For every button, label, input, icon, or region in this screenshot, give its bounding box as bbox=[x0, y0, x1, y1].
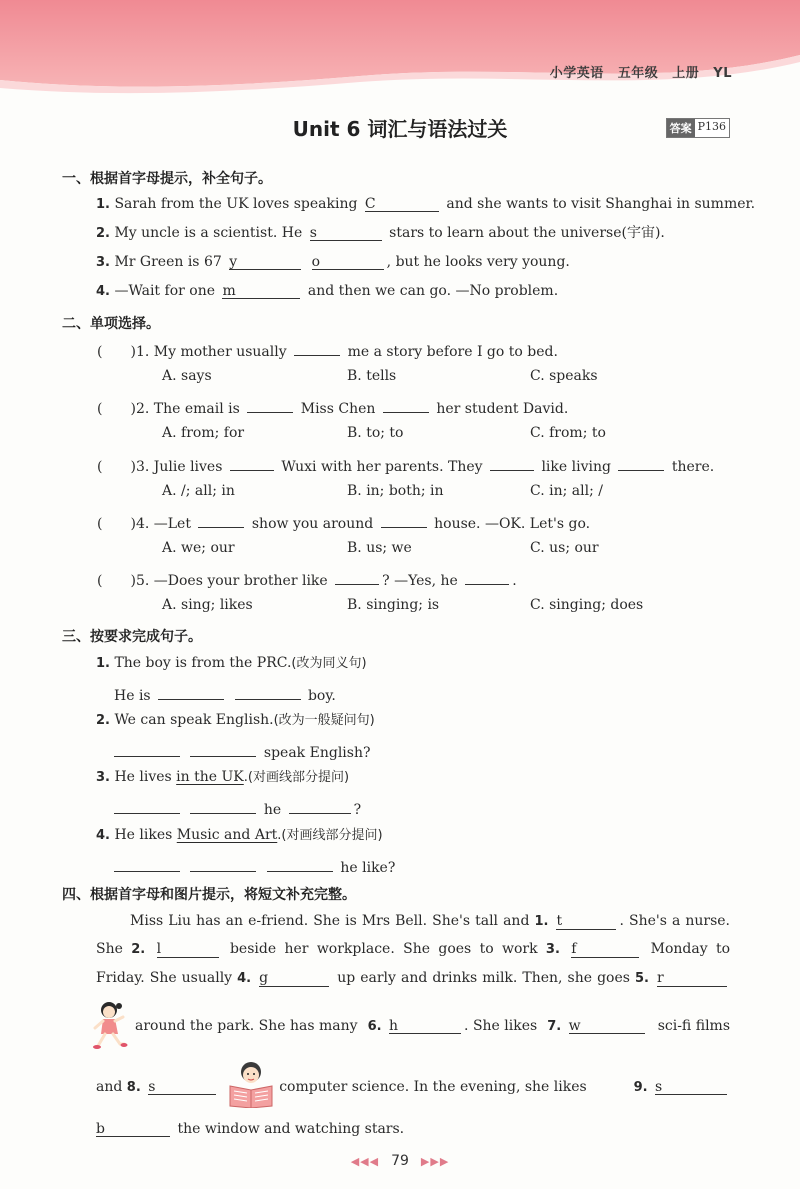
answer-paren[interactable]: ( ) bbox=[97, 516, 136, 532]
subject-label: 小学英语 bbox=[549, 66, 604, 81]
item-number: 2. bbox=[135, 401, 150, 417]
answer-blank[interactable] bbox=[148, 1078, 216, 1095]
s1-item-3 bbox=[96, 253, 570, 272]
s1-item-2 bbox=[96, 224, 665, 243]
item-number: 2. bbox=[96, 713, 110, 728]
option-a[interactable]: A. we; our bbox=[162, 540, 235, 556]
item-text: like living bbox=[541, 459, 611, 475]
passage-line-2 bbox=[96, 941, 730, 958]
item-text: stars to learn about the universe(宇宙). bbox=[389, 225, 665, 241]
item-text: Sarah from the UK loves speaking bbox=[114, 196, 358, 212]
running-girl-picture bbox=[92, 1000, 128, 1052]
underlined-phrase: Music and Art bbox=[176, 827, 278, 843]
item-number: 1. bbox=[96, 197, 110, 212]
section-2-heading: 二、单项选择。 bbox=[62, 316, 160, 332]
right-arrows-icon: ▶▶▶ bbox=[420, 1155, 450, 1168]
item-number: 3. bbox=[135, 459, 150, 475]
s1-item-4 bbox=[96, 282, 558, 301]
item-number: 7. bbox=[547, 1019, 562, 1034]
item-number: 4. bbox=[237, 971, 252, 986]
item-text: and then we can go. —No problem. bbox=[307, 283, 559, 299]
answer-blank[interactable] bbox=[465, 568, 509, 585]
page-footer bbox=[0, 1153, 800, 1169]
answer-blank[interactable] bbox=[381, 511, 427, 528]
series-label bbox=[536, 62, 732, 81]
item-text: He lives bbox=[114, 769, 172, 785]
item-text: there. bbox=[671, 459, 715, 475]
answer-blank[interactable] bbox=[114, 797, 180, 814]
option-c[interactable]: C. from; to bbox=[530, 425, 606, 441]
answer-blank[interactable] bbox=[312, 253, 384, 270]
passage-text: . She likes bbox=[464, 1018, 538, 1034]
hint-letter: b bbox=[96, 1121, 105, 1137]
item-text: , but he looks very young. bbox=[386, 254, 570, 270]
item-number: 6. bbox=[367, 1019, 382, 1034]
section-3-heading: 三、按要求完成句子。 bbox=[62, 629, 202, 645]
edition-label: YL bbox=[713, 66, 732, 81]
s3-item-1 bbox=[96, 654, 367, 673]
answer-blank[interactable] bbox=[96, 1120, 170, 1137]
answer-blank[interactable] bbox=[294, 339, 340, 356]
answer-blank[interactable] bbox=[114, 740, 180, 757]
passage-text: She bbox=[96, 941, 123, 957]
option-b[interactable]: B. singing; is bbox=[347, 597, 440, 613]
answer-blank[interactable] bbox=[569, 1017, 645, 1034]
s2-question-1 bbox=[97, 339, 558, 361]
item-number: 9. bbox=[633, 1080, 648, 1095]
option-c[interactable]: C. in; all; / bbox=[530, 483, 603, 499]
option-a[interactable]: A. says bbox=[162, 368, 212, 384]
passage-text: sci-fi films bbox=[657, 1018, 730, 1034]
item-text: her student David. bbox=[436, 401, 569, 417]
answer-blank[interactable] bbox=[158, 683, 224, 700]
instruction-note: (改为一般疑问句) bbox=[273, 713, 375, 728]
option-b[interactable]: B. to; to bbox=[347, 425, 404, 441]
passage-text: computer science. In the evening, she likes bbox=[279, 1079, 587, 1095]
answer-blank[interactable] bbox=[114, 855, 180, 872]
item-number: 4. bbox=[96, 284, 110, 299]
item-number: 2. bbox=[96, 226, 110, 241]
item-text: house. —OK. Let's go. bbox=[434, 516, 591, 532]
item-text: Julie lives bbox=[153, 459, 223, 475]
option-b[interactable]: B. tells bbox=[347, 368, 397, 384]
page-number: 79 bbox=[391, 1153, 409, 1169]
passage-line-3 bbox=[96, 970, 730, 987]
answer-text: He is bbox=[114, 688, 151, 704]
option-b[interactable]: B. in; both; in bbox=[347, 483, 444, 499]
underlined-phrase: in the UK bbox=[176, 769, 244, 785]
option-a[interactable]: A. sing; likes bbox=[162, 597, 253, 613]
answer-blank[interactable] bbox=[618, 454, 664, 471]
passage-text: . She's a nurse. bbox=[619, 913, 730, 929]
option-c[interactable]: C. speaks bbox=[530, 368, 598, 384]
hint-letter: s bbox=[148, 1079, 156, 1095]
answer-paren[interactable]: ( ) bbox=[97, 401, 136, 417]
passage-line-6 bbox=[96, 1120, 404, 1138]
answer-page: P136 bbox=[695, 119, 729, 137]
s3-answer-4 bbox=[111, 855, 395, 877]
answer-text: boy. bbox=[307, 688, 336, 704]
passage-text: Monday to bbox=[650, 941, 731, 957]
item-number: 4. bbox=[135, 516, 150, 532]
s2-question-2 bbox=[97, 396, 568, 418]
hint-letter: y bbox=[229, 254, 238, 270]
hint-letter: m bbox=[222, 283, 236, 299]
answer-blank[interactable] bbox=[289, 797, 351, 814]
header-banner bbox=[0, 0, 800, 100]
item-text: He likes bbox=[114, 827, 173, 843]
item-number: 4. bbox=[96, 828, 110, 843]
answer-blank[interactable] bbox=[157, 941, 219, 958]
answer-blank[interactable] bbox=[556, 913, 616, 930]
answer-blank[interactable] bbox=[389, 1017, 461, 1034]
answer-blank[interactable] bbox=[190, 740, 256, 757]
item-number: 1. bbox=[135, 344, 150, 360]
answer-paren[interactable]: ( ) bbox=[97, 573, 136, 589]
answer-blank[interactable] bbox=[190, 855, 256, 872]
answer-text: he bbox=[263, 802, 282, 818]
hint-letter: s bbox=[309, 225, 317, 241]
item-number: 3. bbox=[96, 255, 110, 270]
item-number: 8. bbox=[126, 1080, 141, 1095]
item-number: 2. bbox=[131, 942, 146, 957]
answer-blank[interactable] bbox=[490, 454, 534, 471]
passage-text: and bbox=[96, 1079, 123, 1095]
item-text: My mother usually bbox=[153, 344, 287, 360]
s2-question-3 bbox=[97, 454, 714, 476]
s3-item-3 bbox=[96, 768, 349, 787]
s3-item-4 bbox=[96, 826, 383, 845]
option-c[interactable]: C. us; our bbox=[530, 540, 599, 556]
instruction-note: .(对画线部分提问) bbox=[243, 770, 350, 785]
answer-blank[interactable] bbox=[335, 568, 379, 585]
option-b[interactable]: B. us; we bbox=[347, 540, 412, 556]
answer-blank[interactable] bbox=[247, 396, 293, 413]
option-c[interactable]: C. singing; does bbox=[530, 597, 644, 613]
answer-blank[interactable] bbox=[198, 511, 244, 528]
answer-blank[interactable] bbox=[267, 855, 333, 872]
item-text: and she wants to visit Shanghai in summer. bbox=[446, 196, 756, 212]
item-text: —Let bbox=[153, 516, 191, 532]
passage-text: beside her workplace. She goes to work bbox=[229, 941, 538, 957]
passage-text: around the park. She has many bbox=[135, 1018, 358, 1034]
passage-text: up early and drinks milk. Then, she goes bbox=[337, 970, 630, 986]
left-arrows-icon: ◀◀◀ bbox=[350, 1155, 380, 1168]
item-number: 5. bbox=[135, 573, 150, 589]
answer-blank[interactable] bbox=[655, 1078, 727, 1095]
hint-letter: r bbox=[657, 970, 664, 986]
answer-blank[interactable] bbox=[365, 195, 439, 212]
volume-label: 上册 bbox=[672, 66, 700, 81]
hint-letter: s bbox=[655, 1079, 663, 1095]
passage-line-1 bbox=[130, 913, 730, 930]
item-text: Miss Chen bbox=[300, 401, 376, 417]
item-text: —Does your brother like bbox=[153, 573, 328, 589]
answer-blank[interactable] bbox=[657, 970, 727, 987]
item-text: Wuxi with her parents. They bbox=[281, 459, 483, 475]
item-text: My uncle is a scientist. He bbox=[114, 225, 303, 241]
answer-label: 答案 bbox=[667, 119, 695, 137]
answer-blank[interactable] bbox=[259, 970, 329, 987]
s2-question-5 bbox=[97, 568, 517, 590]
answer-blank[interactable] bbox=[229, 253, 301, 270]
item-text: —Wait for one bbox=[114, 283, 215, 299]
answer-blank[interactable] bbox=[235, 683, 301, 700]
item-text: me a story before I go to bed. bbox=[347, 344, 558, 360]
s3-answer-3 bbox=[111, 797, 361, 819]
item-text: The email is bbox=[153, 401, 240, 417]
s3-answer-2 bbox=[111, 740, 370, 762]
section-1-heading: 一、根据首字母提示，补全句子。 bbox=[62, 171, 272, 187]
hint-letter: l bbox=[156, 941, 162, 957]
s2-question-4 bbox=[97, 511, 590, 533]
item-text: . bbox=[512, 573, 517, 589]
passage-text: Friday. She usually bbox=[96, 970, 233, 986]
hint-letter: w bbox=[568, 1018, 581, 1034]
item-number: 3. bbox=[96, 770, 110, 785]
s1-item-1 bbox=[96, 195, 755, 214]
answer-paren[interactable]: ( ) bbox=[97, 344, 136, 360]
section-4-heading: 四、根据首字母和图片提示，将短文补充完整。 bbox=[62, 887, 356, 903]
item-text: The boy is from the PRC. bbox=[114, 655, 292, 671]
hint-letter: g bbox=[259, 970, 269, 986]
answer-text: he like? bbox=[340, 860, 396, 876]
option-a[interactable]: A. from; for bbox=[162, 425, 245, 441]
item-number: 3. bbox=[545, 942, 560, 957]
passage-line-4 bbox=[135, 1017, 730, 1036]
hint-letter: h bbox=[389, 1018, 399, 1034]
answer-blank[interactable] bbox=[222, 282, 300, 299]
grade-label: 五年级 bbox=[617, 66, 659, 81]
item-number: 1. bbox=[534, 914, 549, 929]
item-number: 1. bbox=[96, 656, 110, 671]
instruction-note: (改为同义句) bbox=[291, 656, 367, 671]
hint-letter: o bbox=[311, 254, 321, 270]
page-title: Unit 6 词汇与语法过关 bbox=[292, 117, 508, 141]
answer-reference-badge bbox=[666, 118, 730, 138]
item-text: ? —Yes, he bbox=[382, 573, 458, 589]
hint-letter: f bbox=[571, 941, 577, 957]
answer-paren[interactable]: ( ) bbox=[97, 459, 136, 475]
answer-blank[interactable] bbox=[230, 454, 274, 471]
item-text: Mr Green is 67 bbox=[114, 254, 222, 270]
hint-letter: t bbox=[556, 913, 563, 929]
item-number: 5. bbox=[634, 971, 649, 986]
passage-line-5 bbox=[96, 1078, 730, 1097]
item-text: show you around bbox=[251, 516, 374, 532]
item-text: We can speak English. bbox=[114, 712, 274, 728]
answer-text: ? bbox=[353, 802, 362, 818]
s3-item-2 bbox=[96, 711, 375, 730]
hint-letter: C bbox=[364, 196, 376, 212]
answer-blank[interactable] bbox=[383, 396, 429, 413]
passage-text: Miss Liu has an e-friend. She is Mrs Bell. She's tall and bbox=[130, 913, 530, 929]
option-a[interactable]: A. /; all; in bbox=[162, 483, 235, 499]
answer-blank[interactable] bbox=[190, 797, 256, 814]
s3-answer-1 bbox=[114, 683, 336, 705]
passage-text: the window and watching stars. bbox=[177, 1121, 405, 1137]
answer-blank[interactable] bbox=[571, 941, 639, 958]
answer-blank[interactable] bbox=[310, 224, 382, 241]
instruction-note: .(对画线部分提问) bbox=[277, 828, 383, 843]
answer-text: speak English? bbox=[263, 745, 371, 761]
